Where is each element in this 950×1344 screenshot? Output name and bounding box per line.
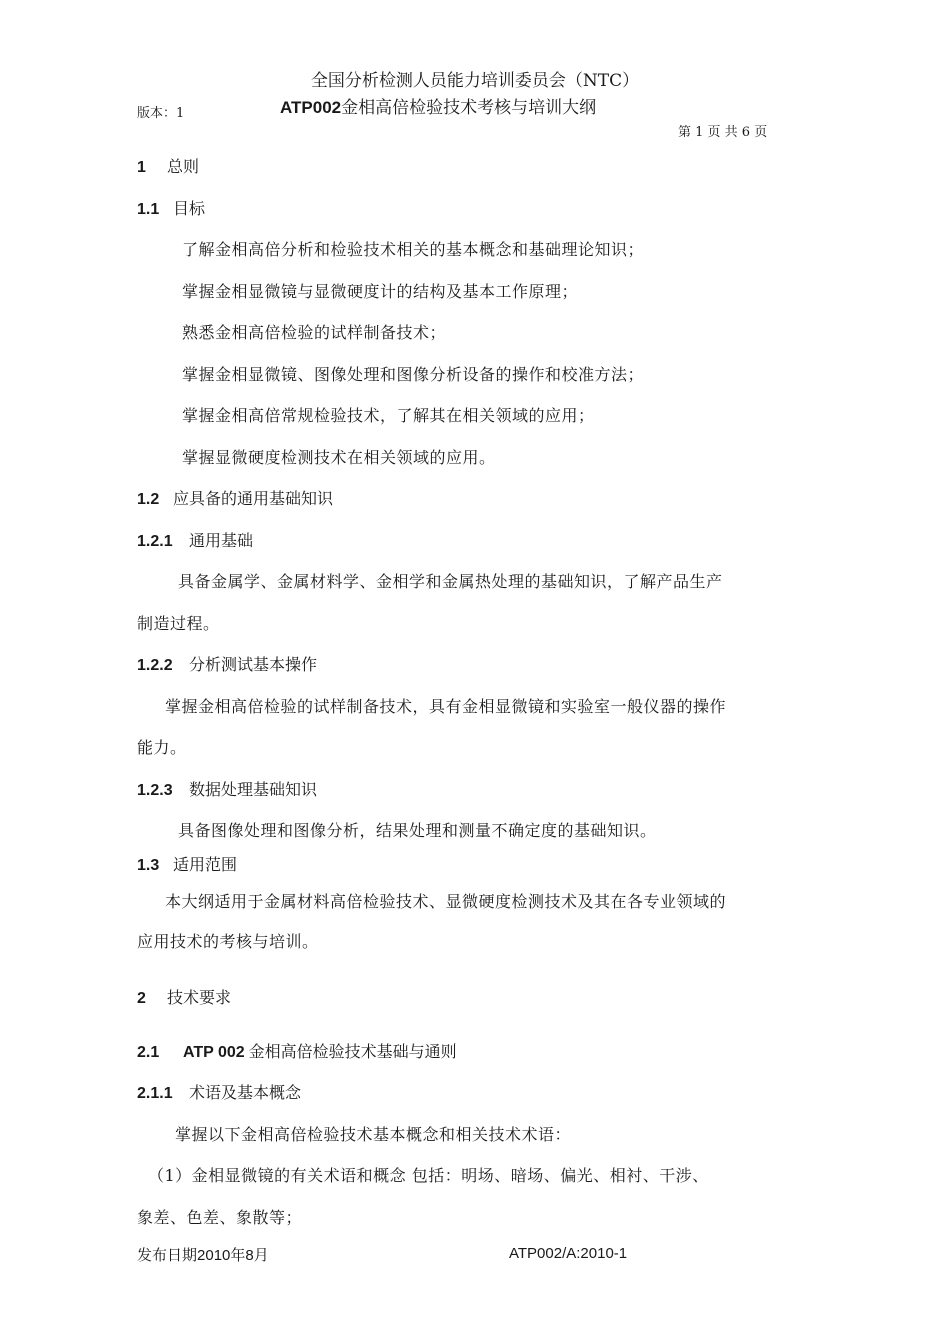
paragraph-line: 能力。 [137, 738, 187, 757]
publish-date-label: 发布日期 [137, 1246, 198, 1264]
paragraph-line: 具备金属学、金属材料学、金相学和金属热处理的基础知识，了解产品生产 [178, 572, 723, 591]
section-number: 2 [137, 990, 146, 1007]
section-number: 1.2.3 [137, 782, 173, 799]
section-title: 通用基础 [189, 531, 254, 550]
paragraph-line: 掌握以下金相高倍检验技术基本概念和相关技术术语： [175, 1125, 572, 1144]
page-indicator: 第 1 页 共 6 页 [678, 125, 768, 140]
document-title-text: 金相高倍检验技术考核与培训大纲 [341, 98, 597, 118]
section-code: ATP 002 [183, 1044, 245, 1061]
section-1-2-3-heading [137, 777, 317, 800]
paragraph-line: 本大纲适用于金属材料高倍检验技术、显微硬度检测技术及其在各专业领域的 [165, 892, 727, 911]
version-label: 版本：1 [137, 106, 185, 121]
goal-item: 了解金相高倍分析和检验技术相关的基本概念和基础理论知识； [182, 240, 645, 259]
publish-year: 2010 [197, 1247, 231, 1264]
goal-item: 掌握金相显微镜与显微硬度计的结构及基本工作原理； [182, 282, 579, 301]
section-number: 2.1 [137, 1044, 160, 1061]
document-title [280, 93, 596, 118]
section-2-1-heading [137, 1039, 457, 1062]
paragraph-line: 具备图像处理和图像分析，结果处理和测量不确定度的基础知识。 [178, 821, 657, 840]
section-title: 目标 [173, 199, 206, 218]
section-title: 术语及基本概念 [189, 1083, 302, 1102]
section-title: 数据处理基础知识 [189, 780, 318, 799]
paragraph-line: 应用技术的考核与培训。 [137, 932, 319, 951]
section-1-2-1-heading [137, 528, 253, 551]
section-number: 1.2.2 [137, 657, 173, 674]
paragraph-line: 制造过程。 [137, 614, 220, 633]
goal-item: 掌握金相显微镜、图像处理和图像分析设备的操作和校准方法； [182, 365, 645, 384]
section-2-1-1-heading [137, 1080, 301, 1103]
section-title: 适用范围 [173, 855, 238, 874]
section-number: 1.2 [137, 491, 160, 508]
section-1-3-heading [137, 852, 237, 875]
section-number: 1.1 [137, 201, 160, 218]
section-2-heading [137, 985, 231, 1008]
goal-item: 熟悉金相高倍检验的试样制备技术； [182, 323, 447, 342]
publish-date [137, 1244, 269, 1265]
section-number: 1 [137, 159, 146, 176]
publish-month: 8 [245, 1247, 254, 1264]
section-number: 2.1.1 [137, 1085, 173, 1102]
section-1-2-heading [137, 486, 333, 509]
paragraph-line: 掌握金相高倍检验的试样制备技术，具有金相显微镜和实验室一般仪器的操作 [165, 697, 727, 716]
section-title: 应具备的通用基础知识 [173, 489, 334, 508]
document-code: ATP002 [280, 98, 342, 117]
section-title: 分析测试基本操作 [189, 655, 318, 674]
publish-month-suffix: 月 [253, 1246, 269, 1264]
list-item-continuation: 象差、色差、象散等； [137, 1208, 303, 1227]
section-1-1-heading [137, 196, 205, 219]
document-code-footer: ATP002/A:2010-1 [509, 1245, 628, 1262]
organization-name: 全国分析检测人员能力培训委员会（NTC） [310, 71, 640, 91]
list-item: （1）金相显微镜的有关术语和概念 包括：明场、暗场、偏光、相衬、干涉、 [148, 1166, 709, 1185]
section-title: 总则 [167, 157, 200, 176]
goal-item: 掌握显微硬度检测技术在相关领域的应用。 [182, 448, 496, 467]
section-number: 1.3 [137, 857, 160, 874]
section-number: 1.2.1 [137, 533, 173, 550]
section-title: 技术要求 [167, 988, 232, 1007]
section-1-heading [137, 154, 199, 177]
section-title: 金相高倍检验技术基础与通则 [248, 1042, 457, 1061]
section-1-2-2-heading [137, 652, 317, 675]
goal-item: 掌握金相高倍常规检验技术，了解其在相关领域的应用； [182, 406, 595, 425]
publish-year-suffix: 年 [230, 1246, 246, 1264]
